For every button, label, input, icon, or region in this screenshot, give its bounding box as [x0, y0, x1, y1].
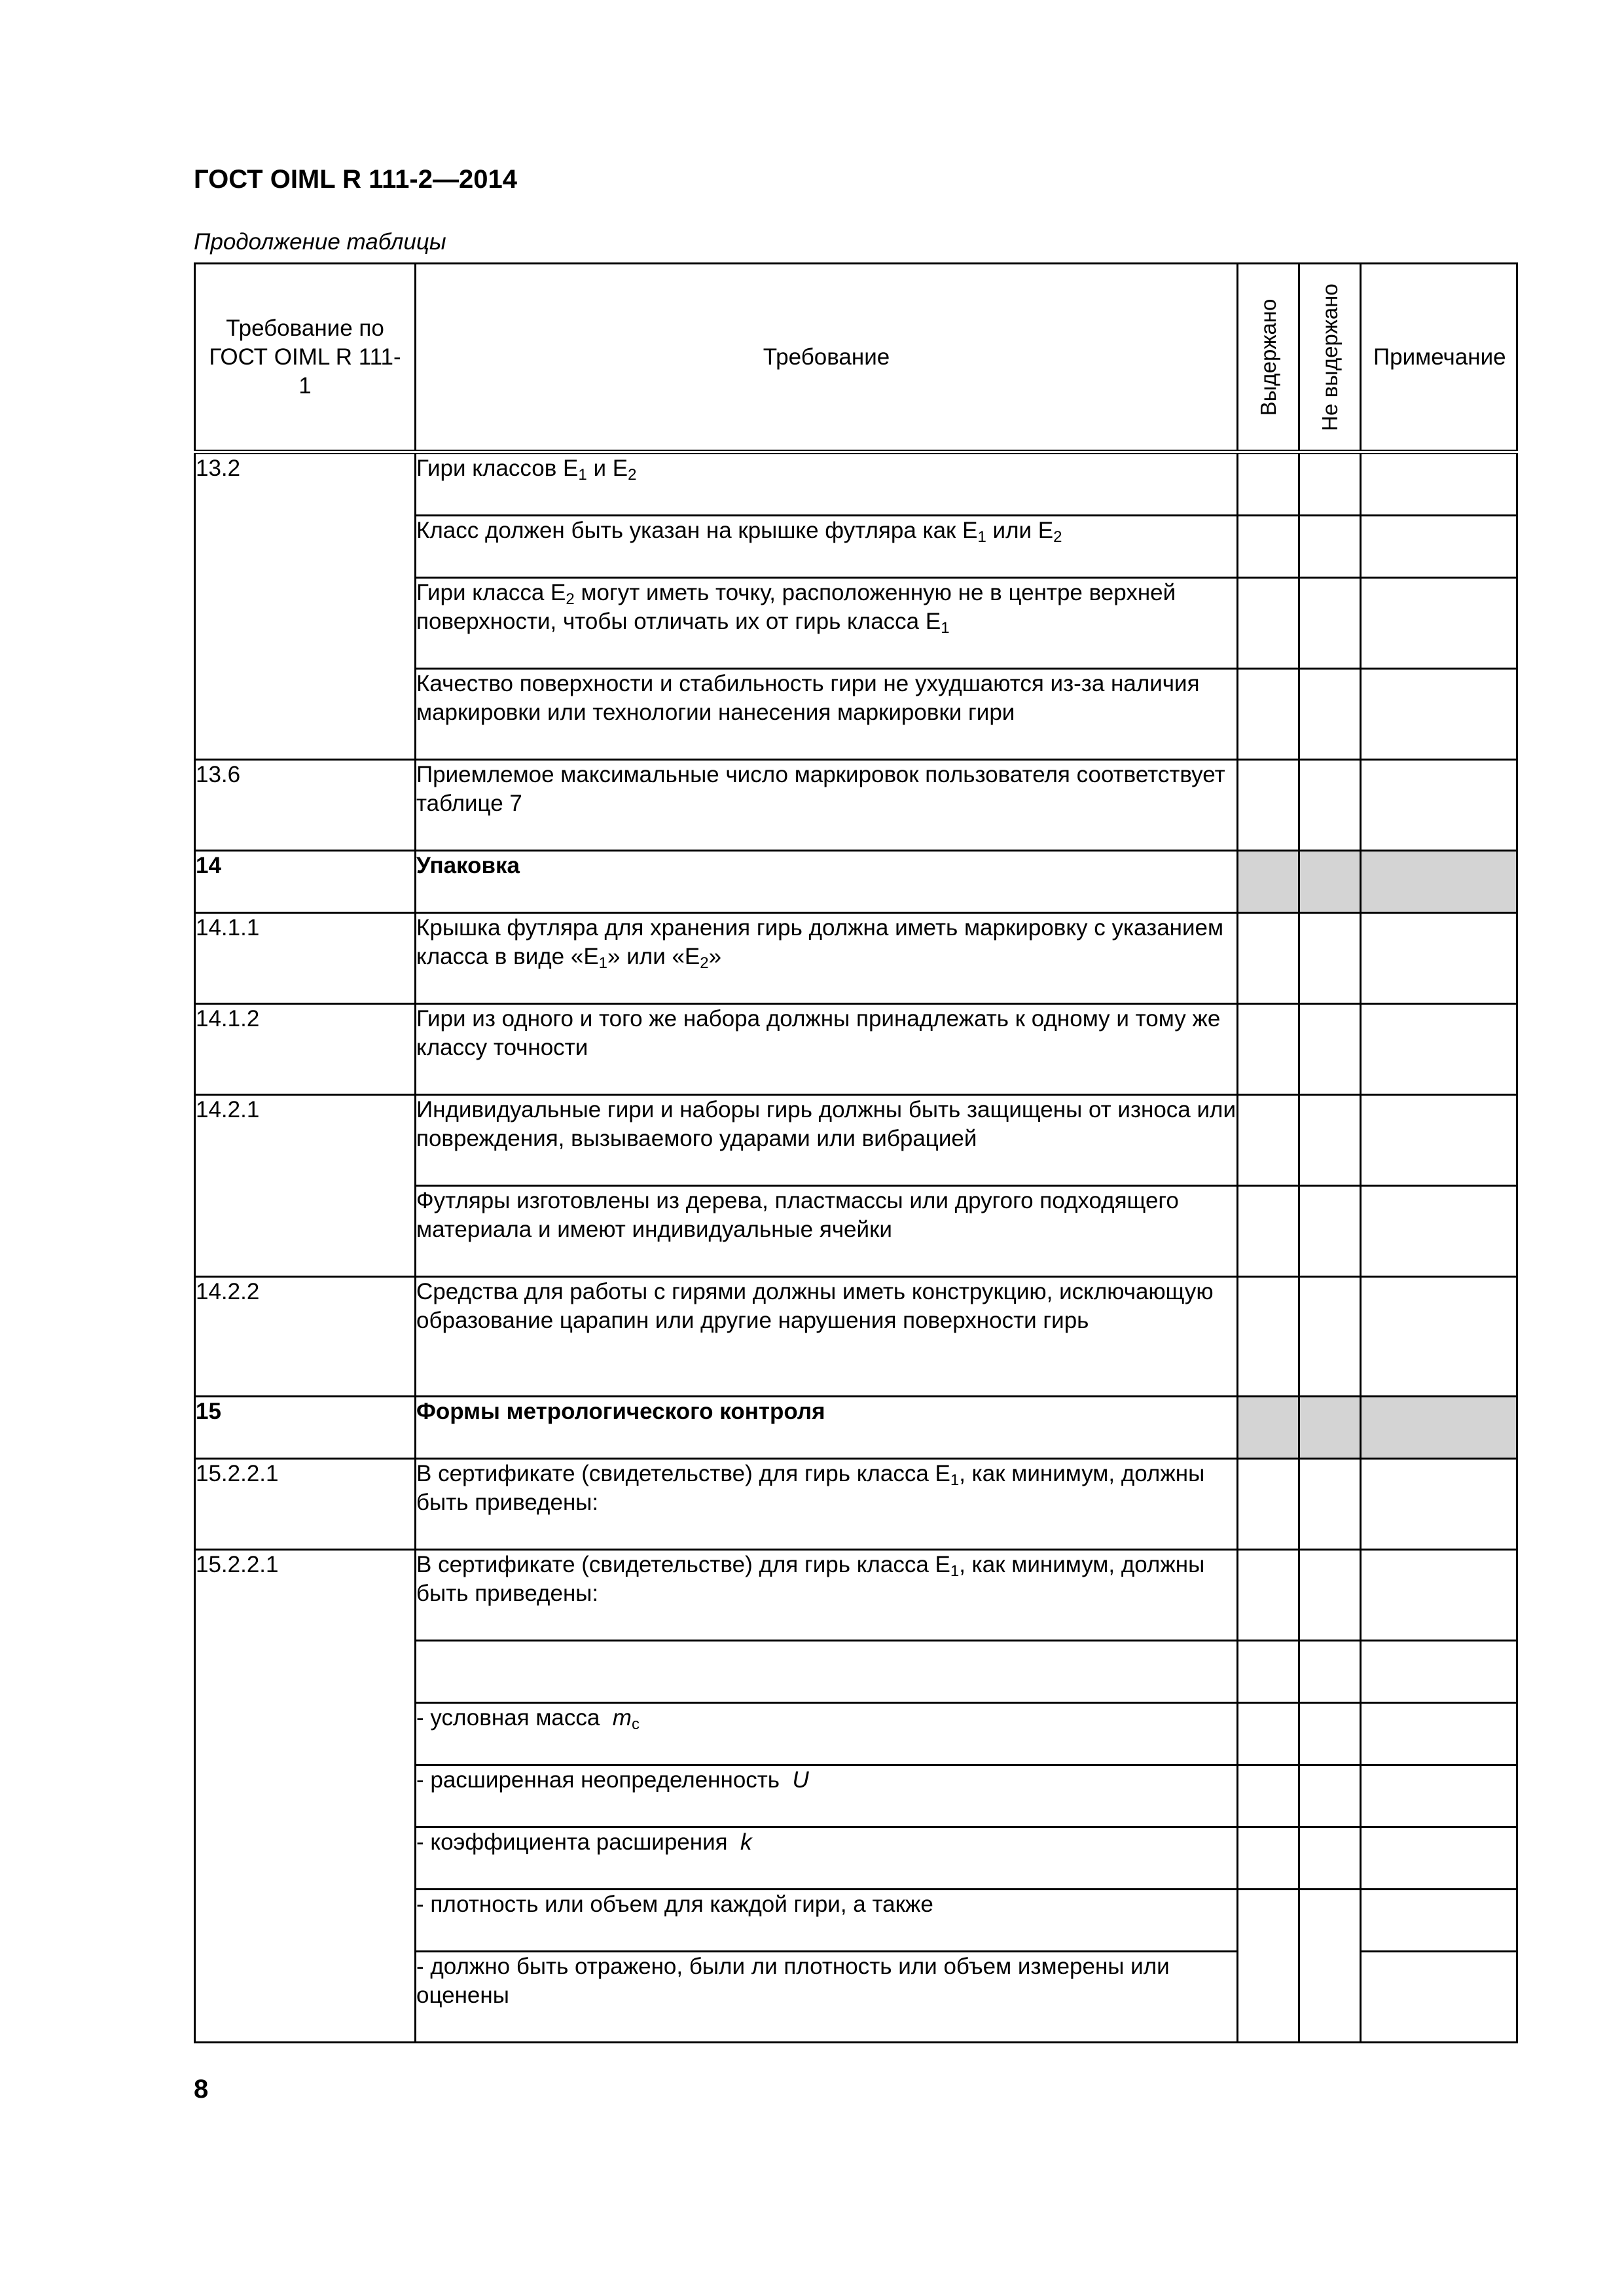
symbol-conventional-mass: m: [612, 1705, 632, 1731]
requirement-cell: Гири из одного и того же набора должны принадлежать к одному и тому же классу точности: [416, 1004, 1238, 1095]
failed-cell: [1299, 1459, 1361, 1550]
note-cell: [1361, 1186, 1517, 1277]
failed-cell: [1299, 516, 1361, 578]
failed-cell: [1299, 851, 1361, 913]
failed-cell: [1299, 452, 1361, 516]
passed-cell: [1238, 516, 1299, 578]
note-cell: [1361, 452, 1517, 516]
requirement-cell: Индивидуальные гири и наборы гирь должны быть защищены от износа или повреждения, вызываемого ударами или вибрацией: [416, 1095, 1238, 1186]
section-row: [195, 1397, 1517, 1459]
requirement-cell: Класс должен быть указан на крышке футляра как $E_1$ или $E_2$: [416, 516, 1238, 578]
requirement-cell: - должно быть отражено, были ли плотность или объем измерены или оценены: [416, 1952, 1238, 2043]
note-cell: [1361, 1827, 1517, 1890]
note-cell: [1361, 1952, 1517, 2043]
requirement-cell: Качество поверхности и стабильность гири не ухудшаются из-за наличия маркировки или технологии нанесения маркировки гири: [416, 669, 1238, 760]
requirement-cell: Гири класса $E_2$ могут иметь точку, расположенную не в центре верхней поверхности, чтобы отличать их от гирь класса $E_1$: [416, 578, 1238, 669]
passed-cell: [1238, 1765, 1299, 1827]
table-row: [195, 1459, 1517, 1550]
table-row: [195, 1004, 1517, 1095]
table-row: [195, 1095, 1517, 1186]
document-title: ГОСТ OIML R 111-2—2014: [194, 165, 517, 194]
table-header-row: [195, 264, 1517, 452]
failed-cell: [1299, 1641, 1361, 1703]
passed-cell: [1238, 1095, 1299, 1186]
symbol-coverage-factor: k: [740, 1829, 752, 1855]
passed-cell: [1238, 1397, 1299, 1459]
requirement-cell: Гири классов $E_1$ и $E_2$: [416, 452, 1238, 516]
requirement-cell: Приемлемое максимальные число маркировок пользователя соответствует таблице 7: [416, 760, 1238, 851]
note-cell: [1361, 1459, 1517, 1550]
header-note: Примечание: [1361, 264, 1517, 452]
failed-cell: [1299, 1550, 1361, 1641]
note-cell: [1361, 516, 1517, 578]
passed-cell: [1238, 1459, 1299, 1550]
table-row: [195, 1550, 1517, 1641]
requirement-cell: - коэффициента расширения k: [416, 1827, 1238, 1890]
note-cell: [1361, 1004, 1517, 1095]
note-cell: [1361, 760, 1517, 851]
requirement-cell: - условная масса $m_c$: [416, 1703, 1238, 1765]
failed-cell: [1299, 669, 1361, 760]
requirements-table: [194, 262, 1518, 2043]
passed-cell: [1238, 1004, 1299, 1095]
failed-cell: [1299, 1277, 1361, 1397]
passed-cell: [1238, 1827, 1299, 1890]
requirement-cell: В сертификате (свидетельстве) для гирь класса $E_1$, как минимум, должны быть приведены:: [416, 1550, 1238, 1641]
clause-cell: 14.1.2: [195, 1004, 416, 1095]
note-cell: [1361, 1765, 1517, 1827]
note-cell: [1361, 1890, 1517, 1952]
note-cell: [1361, 1550, 1517, 1641]
header-requirement: Требование: [416, 264, 1238, 452]
note-cell: [1361, 1397, 1517, 1459]
table-row: [195, 452, 1517, 516]
note-cell: [1361, 1277, 1517, 1397]
clause-cell: 15.2.2.1: [195, 1550, 416, 2043]
note-cell: [1361, 851, 1517, 913]
table-continuation-label: Продолжение таблицы: [194, 229, 446, 255]
failed-cell: [1299, 1703, 1361, 1765]
clause-cell: 15: [195, 1397, 416, 1459]
note-cell: [1361, 1095, 1517, 1186]
passed-cell: [1238, 851, 1299, 913]
requirement-cell: Футляры изготовлены из дерева, пластмассы или другого подходящего материала и имеют индивидуальные ячейки: [416, 1186, 1238, 1277]
clause-cell: 13.6: [195, 760, 416, 851]
header-failed: Не выдержано: [1299, 264, 1361, 452]
passed-cell: [1238, 669, 1299, 760]
page-number: 8: [194, 2075, 209, 2104]
failed-cell: [1299, 1186, 1361, 1277]
failed-cell: [1299, 1397, 1361, 1459]
section-title-cell: Формы метрологического контроля: [416, 1397, 1238, 1459]
failed-cell: [1299, 1095, 1361, 1186]
requirement-cell: - расширенная неопределенность U: [416, 1765, 1238, 1827]
note-cell: [1361, 913, 1517, 1004]
failed-cell: [1299, 1004, 1361, 1095]
failed-cell: [1299, 1890, 1361, 2043]
section-row: [195, 851, 1517, 913]
failed-cell: [1299, 913, 1361, 1004]
header-clause: Требование по ГОСТ OIML R 111-1: [195, 264, 416, 452]
passed-cell: [1238, 1641, 1299, 1703]
passed-cell: [1238, 1890, 1299, 2043]
requirement-cell: Средства для работы с гирями должны иметь конструкцию, исключающую образование царапин или другие нарушения поверхности гирь: [416, 1277, 1238, 1397]
table-row: [195, 760, 1517, 851]
note-cell: [1361, 669, 1517, 760]
passed-cell: [1238, 1550, 1299, 1641]
table-row: [195, 1277, 1517, 1397]
requirement-cell: Крышка футляра для хранения гирь должна иметь маркировку с указанием класса в виде «$E_1$» или «$E_2$»: [416, 913, 1238, 1004]
clause-cell: 14.2.2: [195, 1277, 416, 1397]
note-cell: [1361, 1641, 1517, 1703]
passed-cell: [1238, 760, 1299, 851]
note-cell: [1361, 1703, 1517, 1765]
failed-cell: [1299, 1765, 1361, 1827]
passed-cell: [1238, 578, 1299, 669]
requirement-cell: [416, 1641, 1238, 1703]
clause-cell: 13.2: [195, 452, 416, 760]
passed-cell: [1238, 1186, 1299, 1277]
failed-cell: [1299, 760, 1361, 851]
clause-cell: 14.1.1: [195, 913, 416, 1004]
header-passed: Выдержано: [1238, 264, 1299, 452]
passed-cell: [1238, 1277, 1299, 1397]
clause-cell: 14: [195, 851, 416, 913]
failed-cell: [1299, 1827, 1361, 1890]
passed-cell: [1238, 452, 1299, 516]
note-cell: [1361, 578, 1517, 669]
passed-cell: [1238, 1703, 1299, 1765]
symbol-expanded-uncertainty: U: [792, 1767, 809, 1793]
failed-cell: [1299, 578, 1361, 669]
passed-cell: [1238, 913, 1299, 1004]
requirement-cell: - плотность или объем для каждой гири, а также: [416, 1890, 1238, 1952]
table-row: [195, 913, 1517, 1004]
clause-cell: 15.2.2.1: [195, 1459, 416, 1550]
clause-cell: 14.2.1: [195, 1095, 416, 1277]
requirement-cell: В сертификате (свидетельстве) для гирь класса $E_1$, как минимум, должны быть приведены:: [416, 1459, 1238, 1550]
section-title-cell: Упаковка: [416, 851, 1238, 913]
